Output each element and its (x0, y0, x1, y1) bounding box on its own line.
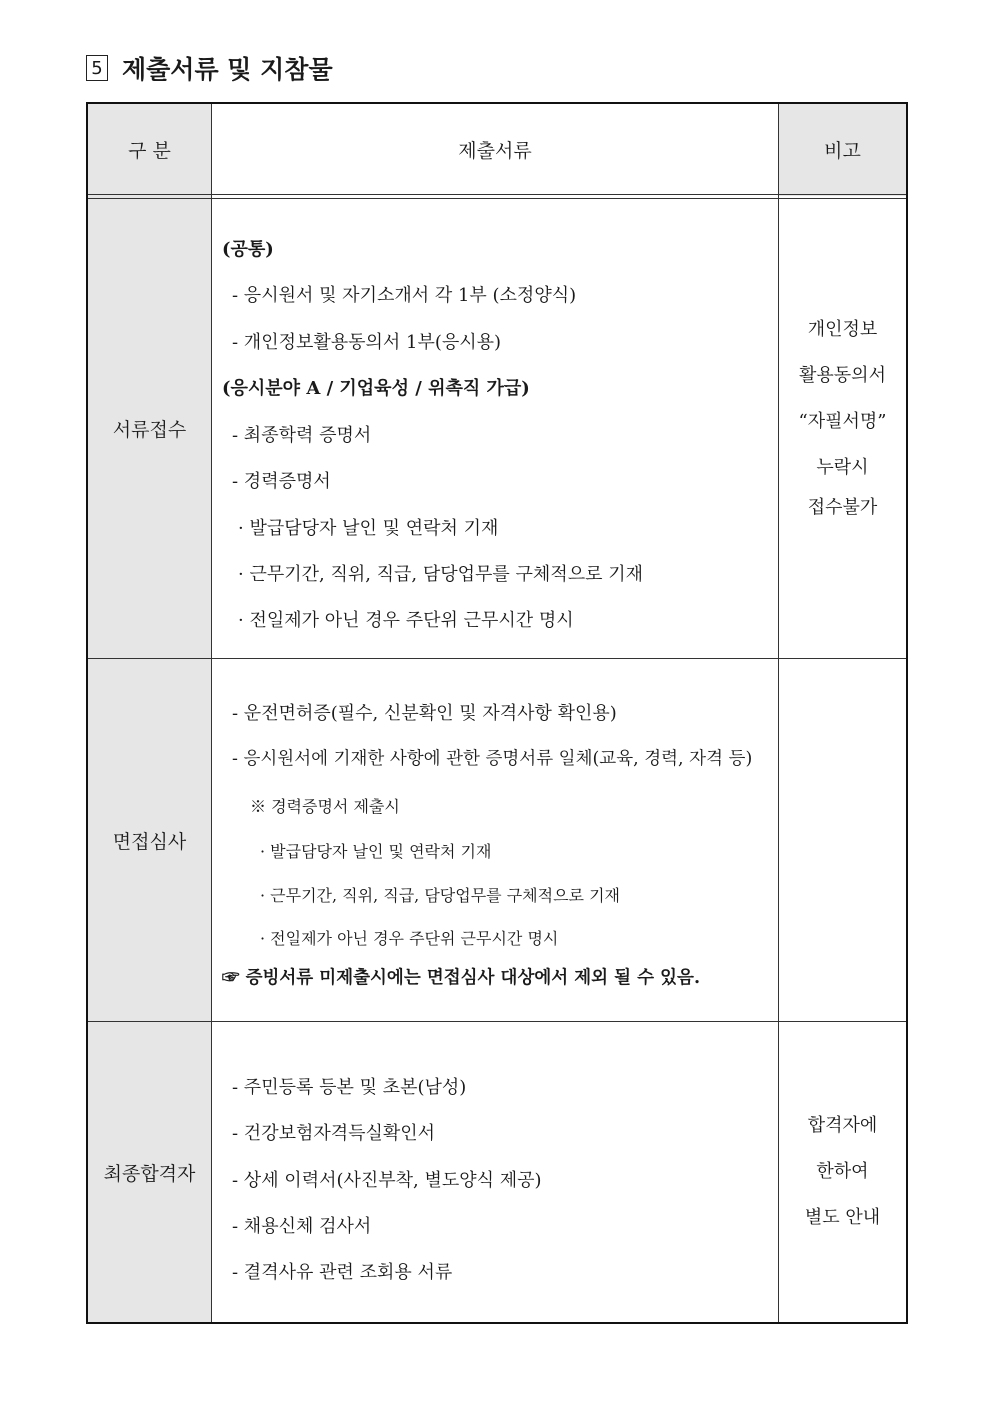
row-documents-final (212, 1022, 778, 1322)
section-number: 5 (86, 55, 108, 81)
remark-line: 접수불가 (807, 497, 878, 518)
list-item: · 전일제가 아닌 경우 주단위 근무시간 명시 (238, 610, 574, 631)
list-item: - 채용신체 검사서 (232, 1216, 372, 1237)
list-item: - 개인정보활용동의서 1부(응시용) (232, 332, 502, 353)
row-category-interview: 면접심사 (112, 830, 187, 853)
header-divider (88, 194, 906, 195)
list-item: - 주민등록 등본 및 초본(남성) (232, 1077, 467, 1098)
remark-line: 누락시 (816, 457, 869, 478)
row-documents-interview (212, 659, 778, 1021)
list-item: - 응시원서 및 자기소개서 각 1부 (소정양식) (232, 285, 577, 306)
row-documents-document-screening (212, 199, 778, 658)
remark-line: 별도 안내 (804, 1207, 881, 1228)
header-remarks: 비고 (824, 139, 861, 162)
list-item: ※ 경력증명서 제출시 (250, 797, 400, 816)
section-title: 제출서류 및 지참물 (122, 55, 333, 84)
section-heading (86, 50, 333, 86)
notice-line: ☞ 증빙서류 미제출시에는 면접심사 대상에서 제외 될 수 있음. (222, 968, 701, 988)
list-item: · 근무기간, 직위, 직급, 담당업무를 구체적으로 기재 (238, 564, 643, 585)
remark-line: “자필서명” (798, 411, 887, 432)
list-item: - 최종학력 증명서 (232, 425, 372, 446)
row-category-document-screening: 서류접수 (112, 419, 187, 441)
remark-line: 개인정보 (807, 319, 878, 340)
list-item: - 결격사유 관련 조회용 서류 (232, 1262, 453, 1283)
list-item: · 발급담당자 날인 및 연락처 기재 (260, 842, 492, 861)
list-item: · 발급담당자 날인 및 연락처 기재 (238, 518, 499, 539)
list-item: - 건강보험자격득실확인서 (232, 1123, 436, 1144)
remark-line: 합격자에 (807, 1115, 878, 1136)
list-item: · 전일제가 아닌 경우 주단위 근무시간 명시 (260, 929, 559, 948)
row-category-final: 최종합격자 (103, 1162, 196, 1185)
row-remarks-final (779, 1112, 906, 1252)
remark-line: 활용동의서 (799, 365, 886, 386)
list-item: - 응시원서에 기재한 사항에 관한 증명서류 일체(교육, 경력, 자격 등) (232, 749, 753, 769)
list-item: (응시분야 A / 기업육성 / 위촉직 가급) (222, 378, 530, 399)
list-item: - 운전면허증(필수, 신분확인 및 자격사항 확인용) (232, 703, 617, 724)
header-category: 구 분 (128, 139, 171, 162)
list-item: - 경력증명서 (232, 471, 331, 492)
list-item: · 근무기간, 직위, 직급, 담당업무를 구체적으로 기재 (260, 886, 620, 905)
remark-line: 한하여 (816, 1161, 869, 1182)
list-item: (공통) (222, 239, 274, 260)
list-item: - 상세 이력서(사진부착, 별도양식 제공) (232, 1170, 542, 1191)
header-documents: 제출서류 (458, 139, 532, 162)
documents-table (86, 102, 908, 1324)
row-remarks-document-screening (779, 316, 906, 546)
